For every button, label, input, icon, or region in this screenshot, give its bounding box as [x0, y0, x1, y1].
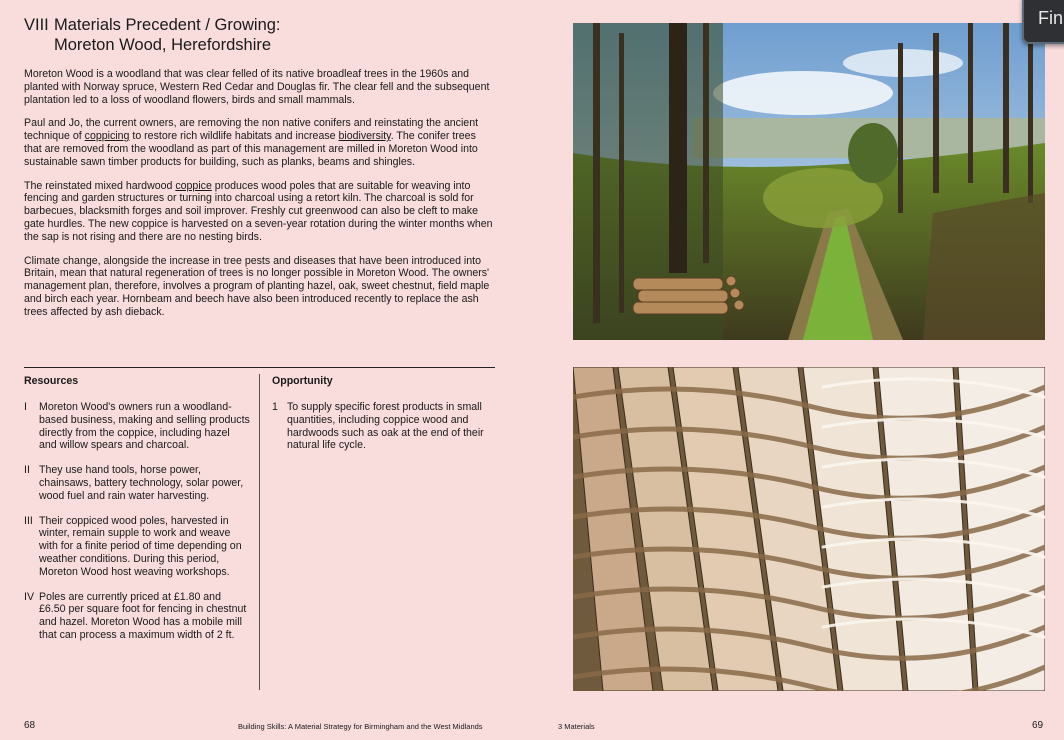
woven-fence-photo	[573, 367, 1045, 691]
item-number: I	[24, 401, 27, 413]
item-number: III	[24, 514, 33, 527]
find-button[interactable]	[1022, 0, 1064, 44]
item-number: 1	[272, 401, 278, 413]
item-text: Moreton Wood's owners run a woodland-based business, making and selling products directly from the coppice, including hazel and willow spears and charcoal.	[39, 401, 250, 452]
list-item	[24, 591, 250, 642]
title-line-1: Materials Precedent / Growing:	[54, 16, 281, 34]
title-number: VIII	[24, 16, 49, 34]
coppicing-link[interactable]: coppicing	[84, 130, 130, 143]
page-title	[24, 15, 281, 55]
find-button-label: Fin	[1038, 8, 1064, 28]
item-text: To supply specific forest products in small quantities, including coppice wood and hardwoods such as oak at the end of their natural life cycle.	[287, 401, 484, 452]
paragraph-3-part-a: The reinstated mixed hardwood	[24, 179, 176, 192]
paragraph-3-part-b: produces wood poles that are suitable for weaving into fencing and garden structures or turning into charcoal using a retort kiln. The charcoal is sold for barbecues, blacksmith forges and soil improver. Freshly cut greenwood can also be cleft to make gate hurdles. The new coppice is harvested on a seven-year rotation during the winter months when the sap is not rising and there are no nesting birds.	[24, 179, 493, 243]
paragraph-2	[24, 117, 494, 168]
resources-heading: Resources	[24, 375, 79, 387]
section-divider	[24, 367, 495, 368]
paragraph-4: Climate change, alongside the increase in tree pests and diseases that have been introduced into Britain, mean that natural regeneration of trees is no longer possible in Moreton Wood. The owners' management plan, therefore, involves a program of planting hazel, oak, sweet chestnut, field maple and birch each year. Hornbeam and beech have also been introduced recently to replace the ash trees affected by ash dieback.	[24, 254, 490, 318]
title-line-2: Moreton Wood, Herefordshire	[54, 36, 272, 54]
biodiversity-link[interactable]: biodiversity	[338, 130, 391, 143]
list-item	[24, 401, 250, 452]
paragraph-1: Moreton Wood is a woodland that was clear felled of its native broadleaf trees in the 1960s and planted with Norway spruce, Western Red Cedar and Douglas fir. The clear fell and the subsequent plantation led to a loss of woodland flowers, birds and small mammals.	[24, 68, 490, 106]
body-text	[24, 68, 494, 330]
item-number: II	[24, 464, 30, 477]
right-page	[532, 0, 1064, 740]
item-text: Poles are currently priced at £1.80 and £6.50 per square foot for fencing in chestnut and hazel. Moreton Wood has a mobile mill that can process a maximum width of 2 ft.	[39, 590, 247, 641]
coppice-link[interactable]: coppice	[175, 179, 212, 192]
right-page-number: 69	[1032, 720, 1044, 731]
item-text: Their coppiced wood poles, harvested in winter, remain supple to work and weave with for a finite period of time depending on weather conditions. During this period, Moreton Wood host weaving workshops.	[39, 514, 242, 578]
paragraph-3	[24, 180, 494, 244]
paragraph-2-part-c: . The conifer trees that are removed from the woodland as part of this management are milled in Moreton Wood into sustainable sawn timber products for building, such as planks, beams and shingles.	[24, 130, 478, 168]
column-divider	[259, 374, 260, 690]
opportunity-list	[272, 401, 498, 464]
list-item	[24, 515, 250, 579]
opportunity-heading: Opportunity	[272, 375, 333, 387]
paragraph-2-part-b: to restore rich wildlife habitats and increase	[129, 130, 339, 143]
left-running-footer: Building Skills: A Material Strategy for Birmingham and the West Midlands	[238, 722, 483, 731]
item-text: They use hand tools, horse power, chainsaws, battery technology, solar power, wood fuel and rain water harvesting.	[39, 464, 244, 502]
right-running-footer: 3 Materials	[558, 722, 595, 731]
forest-path-photo	[573, 23, 1045, 340]
item-number: IV	[24, 590, 35, 603]
list-item	[272, 401, 498, 452]
left-page-number: 68	[24, 720, 36, 731]
list-item	[24, 464, 250, 502]
paragraph-2-part-a: Paul and Jo, the current owners, are removing the non native conifers and reinstating the ancient technique of	[24, 117, 479, 143]
resources-list	[24, 401, 250, 654]
